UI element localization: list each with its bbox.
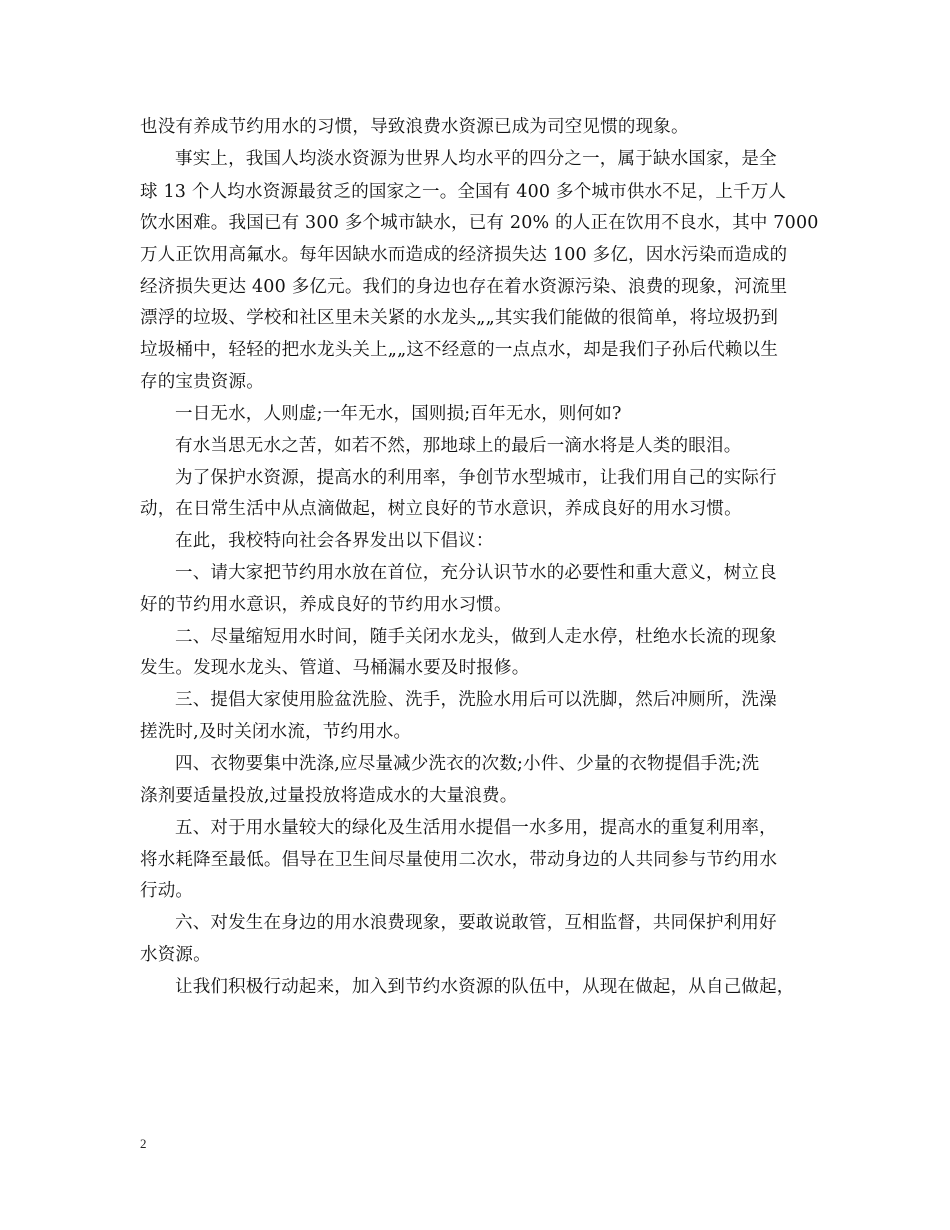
text-line: 四、衣物要集中洗涤,应尽量减少洗衣的次数;小件、少量的衣物提倡手洗;洗 (175, 754, 760, 774)
text-line: 垃圾桶中，轻轻的把水龙头关上„„这不经意的一点点水，却是我们子孙后代赖以生 (140, 340, 779, 360)
text-line: 饮水困难。我国已有 300 多个城市缺水，已有 20% 的人正在饮用不良水，其中 7000 (140, 213, 819, 233)
text-line: 也没有养成节约用水的习惯，导致浪费水资源已成为司空见惯的现象。 (140, 117, 689, 137)
text-line: 搓洗时,及时关闭水流，节约用水。 (140, 722, 412, 742)
text-line: 三、提倡大家使用脸盆洗脸、洗手，洗脸水用后可以洗脚，然后冲厕所，洗澡 (175, 690, 777, 710)
text-line: 行动。 (140, 881, 194, 901)
text-line: 在此，我校特向社会各界发出以下倡议： (175, 531, 494, 551)
page-number: 2 (140, 1136, 147, 1151)
text-line: 二、尽量缩短用水时间，随手关闭水龙头，做到人走水停，杜绝水长流的现象 (175, 627, 777, 647)
text-line: 漂浮的垃圾、学校和社区里未关紧的水龙头„„其实我们能做的很简单，将垃圾扔到 (140, 308, 779, 328)
text-line: 一、请大家把节约用水放在首位，充分认识节水的必要性和重大意义，树立良 (175, 563, 777, 583)
text-line: 五、对于用水量较大的绿化及生活用水提倡一水多用，提高水的重复利用率， (175, 818, 777, 838)
text-line: 涤剂要适量投放,过量投放将造成水的大量浪费。 (140, 786, 518, 806)
text-line: 万人正饮用高氟水。每年因缺水而造成的经济损失达 100 多亿，因水污染而造成的 (140, 245, 788, 265)
text-line: 好的节约用水意识，养成良好的节约用水习惯。 (140, 595, 512, 615)
text-line: 存的宝贵资源。 (140, 372, 264, 392)
text-line: 发生。发现水龙头、管道、马桶漏水要及时报修。 (140, 658, 530, 678)
text-line: 有水当思无水之苦，如若不然，那地球上的最后一滴水将是人类的眼泪。 (175, 436, 742, 456)
text-line: 事实上，我国人均淡水资源为世界人均水平的四分之一，属于缺水国家，是全 (175, 149, 777, 169)
text-line: 让我们积极行动起来，加入到节约水资源的队伍中，从现在做起，从自己做起， (175, 977, 795, 997)
text-line: 将水耗降至最低。倡导在卫生间尽量使用二次水，带动身边的人共同参与节约用水 (140, 850, 778, 870)
text-line: 球 13 个人均水资源最贫乏的国家之一。全国有 400 多个城市供水不足，上千万人 (140, 182, 787, 202)
text-line: 动，在日常生活中从点滴做起，树立良好的节水意识，养成良好的用水习惯。 (140, 499, 742, 519)
text-line: 经济损失更达 400 多亿元。我们的身边也存在着水资源污染、浪费的现象，河流里 (140, 277, 788, 297)
text-line: 为了保护水资源，提高水的利用率，争创节水型城市，让我们用自己的实际行 (175, 468, 777, 488)
text-line: 六、对发生在身边的用水浪费现象，要敢说敢管，互相监督，共同保护利用好 (175, 913, 777, 933)
text-line: 一日无水，人则虚;一年无水，国则损;百年无水，则何如? (175, 404, 622, 424)
text-line: 水资源。 (140, 945, 211, 965)
